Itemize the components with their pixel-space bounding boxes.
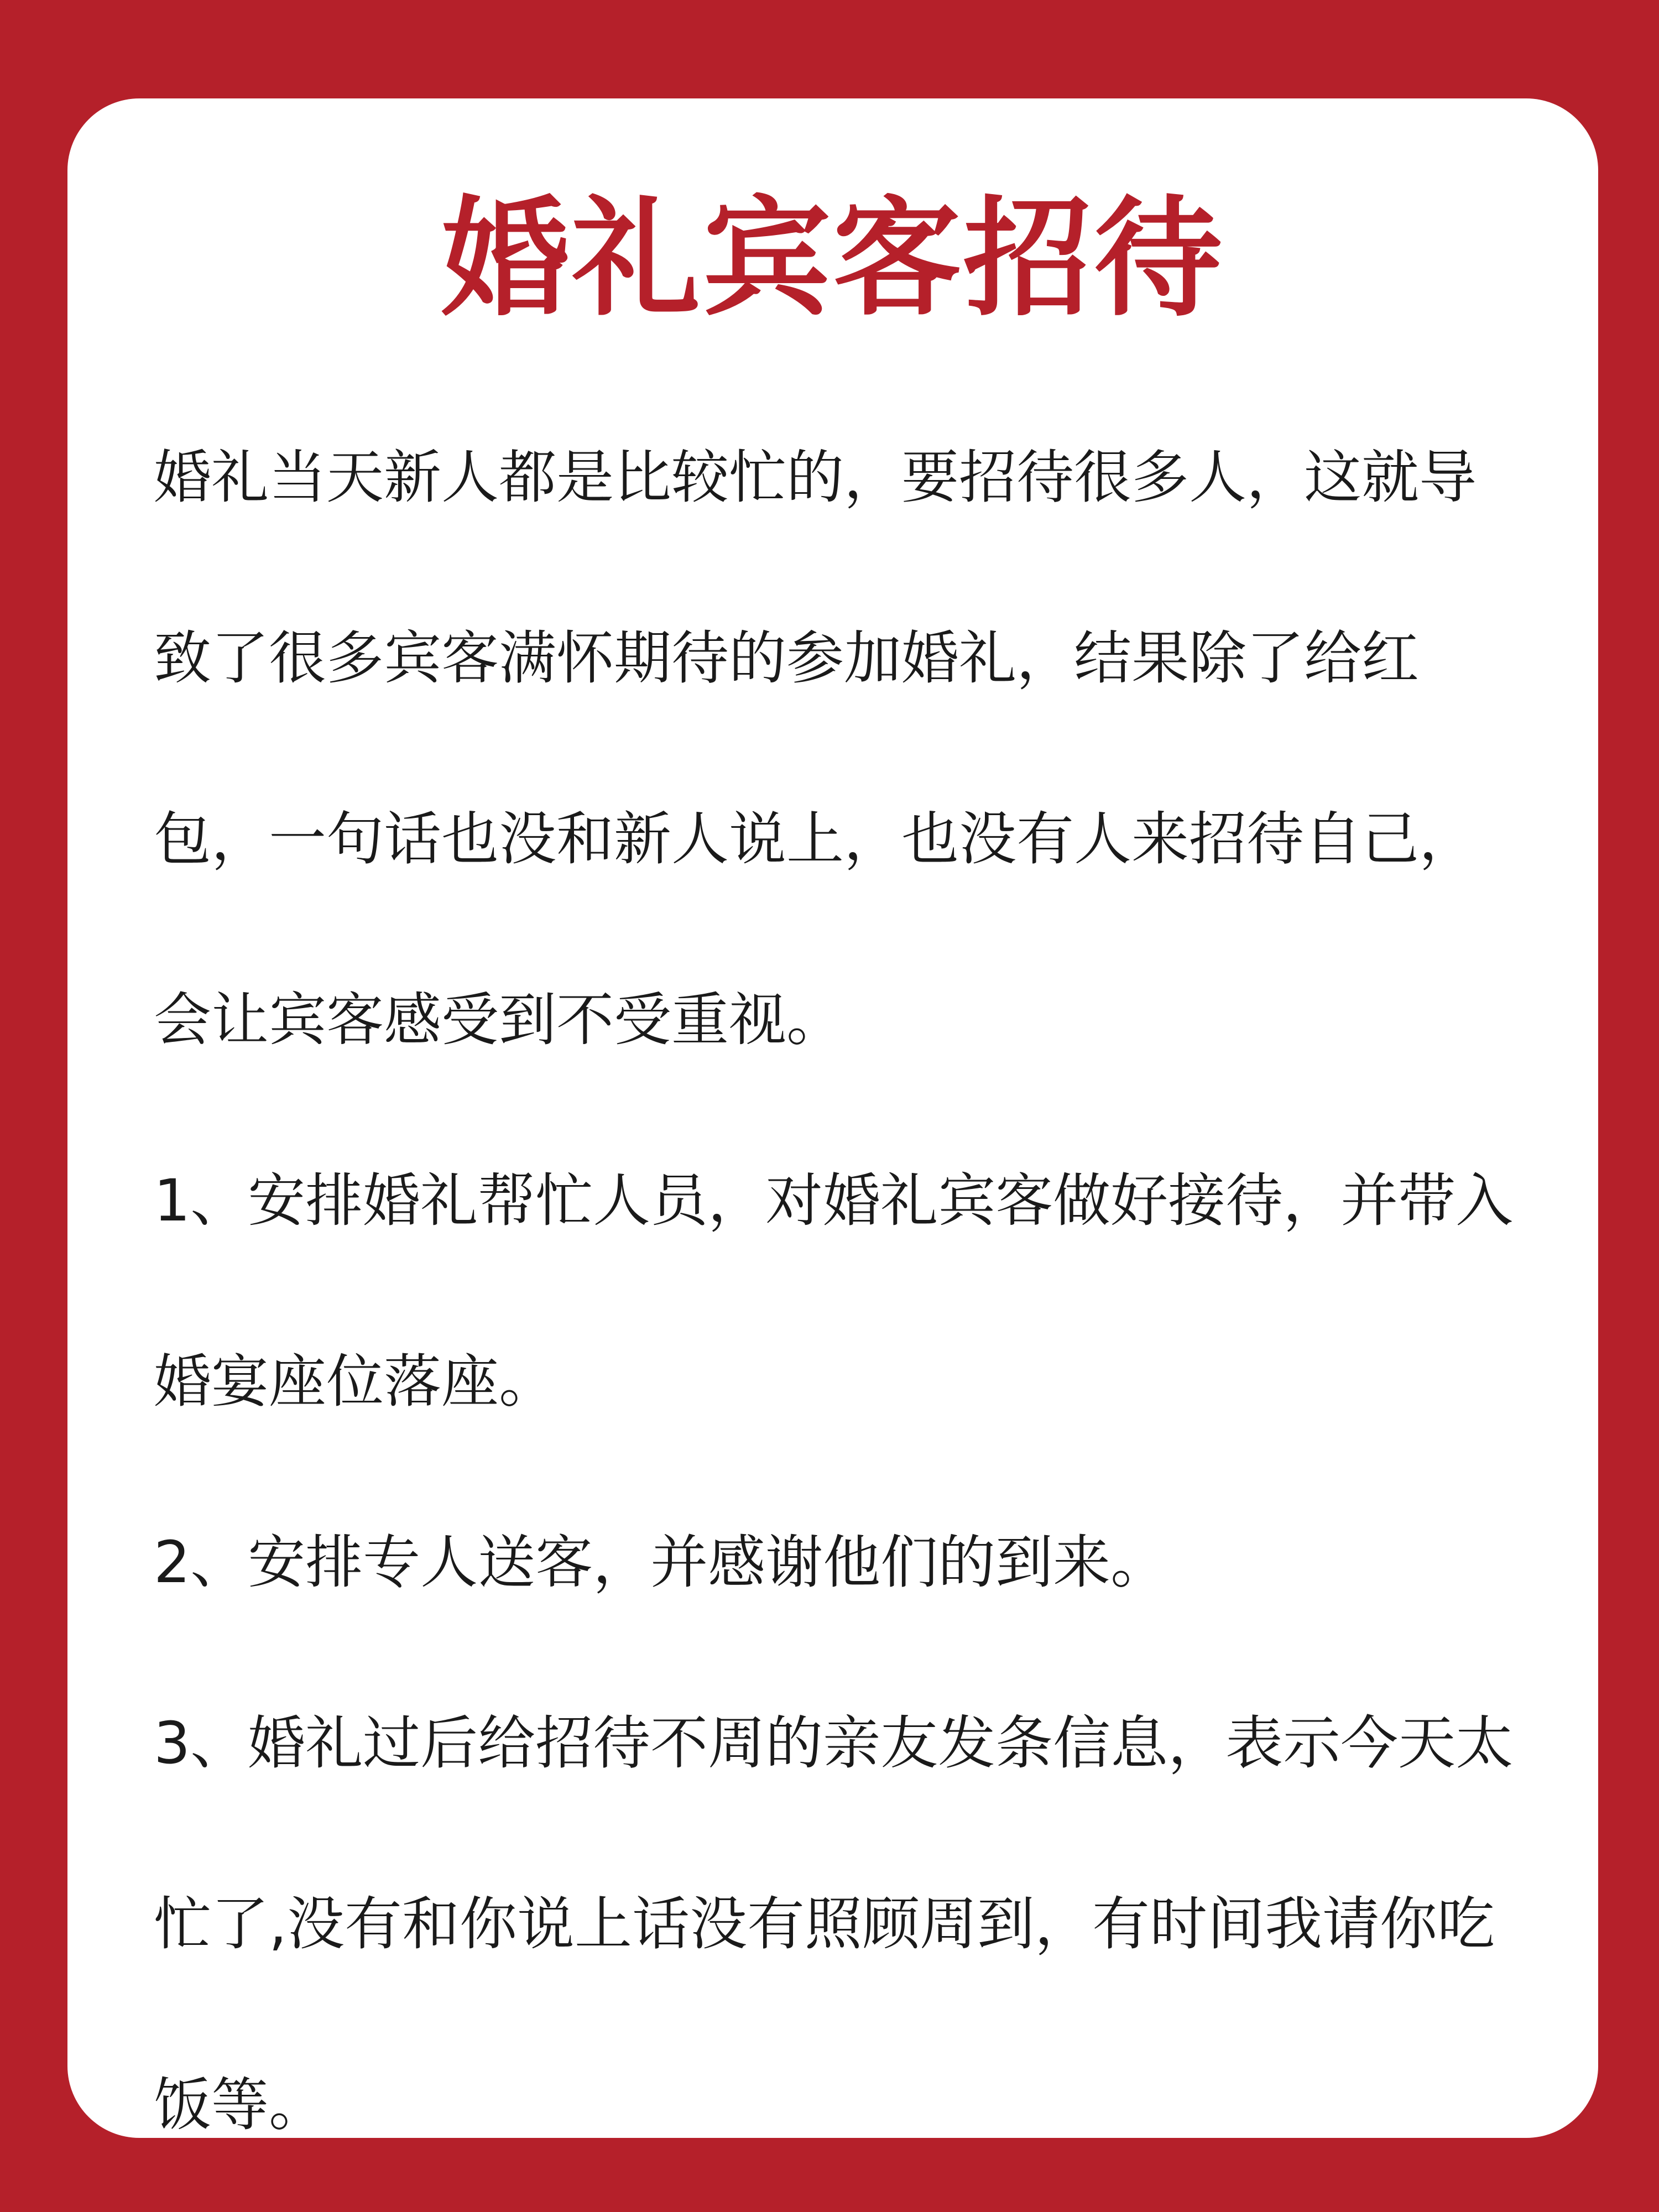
intro-paragraph: 婚礼当天新人都是比较忙的，要招待很多人，这就导致了很多宾客满怀期待的参加婚礼，结果除了给红包，一句话也没和新人说上，也没有人来招待自己，会让宾客感受到不受重视。 xyxy=(154,444,1477,1053)
article-body xyxy=(154,387,1514,2138)
content-card xyxy=(67,98,1598,2138)
page-title: 婚礼宾客招待 xyxy=(441,184,1224,333)
tip-3-paragraph: 3、婚礼过后给招待不周的亲友发条信息，表示今天太忙了,没有和你说上话没有照顾周到，有时间我请你吃饭等。 xyxy=(154,1709,1514,2138)
tip-2-paragraph: 2、安排专人送客，并感谢他们的到来。 xyxy=(154,1528,1168,1596)
tip-1-paragraph: 1、安排婚礼帮忙人员，对婚礼宾客做好接待，并带入婚宴座位落座。 xyxy=(154,1167,1514,1415)
